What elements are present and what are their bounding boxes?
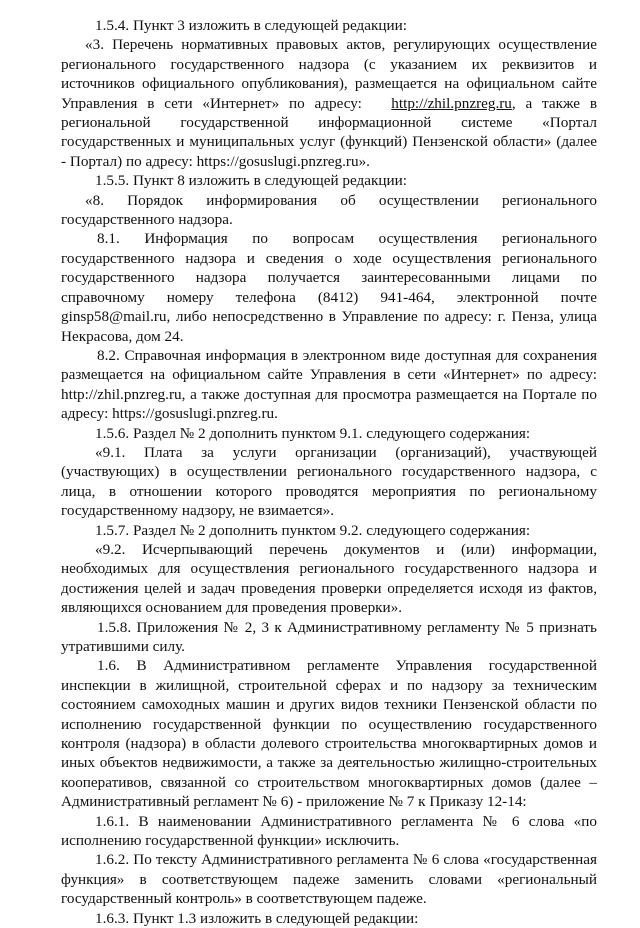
paragraph-1-6-3: 1.6.3. Пункт 1.3 изложить в следующей редакции:: [95, 909, 419, 927]
paragraph-1-6-1: 1.6.1. В наименовании Административного регламента № 6 слова «по исполнению государственной функции» исключить.: [61, 812, 597, 850]
paragraph-item-3-text: «3. Перечень нормативных правовых актов, регулирующих осуществление регионального государственного надзора (с указанием их реквизитов и источников официального опубликования), размещается на официальном сайте Управления в сети «Интернет» по адресу:: [61, 36, 597, 112]
paragraph-1-5-8: 1.5.8. Приложения № 2, 3 к Административному регламенту № 5 признать утратившими силу.: [61, 618, 597, 655]
paragraph-item-3: [61, 35, 597, 171]
paragraph-item-8-1: 8.1. Информация по вопросам осуществления регионального государственного надзора и сведения о ходе осуществления регионального государственного надзора получается заинтересованными лицами по справочному номеру телефона (8412) 941-464, электронной почте ginsp58@mail.ru, либо непосредственно в Управление по адресу: г. Пенза, улица Некрасова, дом 24.: [61, 230, 597, 345]
paragraph-1-5-7: 1.5.7. Раздел № 2 дополнить пунктом 9.2. следующего содержания:: [95, 521, 531, 539]
paragraph-1-6-2: 1.6.2. По тексту Административного регламента № 6 слова «государственная функция» в соответствующем падеже заменить словами «региональный государственный контроль» в соответствующем падеже.: [61, 851, 597, 908]
paragraph-item-3-tail: , а также в региональной государственной информационной системе «Портал государственных и муниципальных услуг (функций) Пензенской области» (далее - Портал) по адресу: https://gosuslugi.pnzreg.ru».: [61, 94, 598, 170]
paragraph-item-9-1: «9.1. Плата за услуги организации (организаций), участвующей (участвующих) в осуществлении регионального государственного надзора, с лица, в отношении которого проводятся мероприятия по региональному государственному надзору, не взимается».: [61, 443, 597, 520]
zhil-site-link[interactable]: http://zhil.pnzreg.ru: [391, 94, 512, 112]
paragraph-item-9-2: «9.2. Исчерпывающий перечень документов и (или) информации, необходимых для осуществления регионального государственного надзора и достижения целей и задач проведения проверки определяется исходя из фактов, являющихся основанием для проведения проверки».: [61, 540, 597, 617]
paragraph-item-8: «8. Порядок информирования об осуществлении регионального государственного надзора.: [61, 191, 597, 229]
document-page: [61, 16, 597, 928]
paragraph-1-5-6: 1.5.6. Раздел № 2 дополнить пунктом 9.1. следующего содержания:: [95, 424, 531, 442]
paragraph-item-8-2: 8.2. Справочная информация в электронном виде доступная для сохранения размещается на официальном сайте Управления в сети «Интернет» по адресу: http://zhil.pnzreg.ru, а также доступная для просмотра размещается на Портале по адресу: https://gosuslugi.pnzreg.ru.: [61, 346, 597, 423]
paragraph-1-5-4: 1.5.4. Пункт 3 изложить в следующей редакции:: [95, 17, 408, 34]
paragraph-1-5-5: 1.5.5. Пункт 8 изложить в следующей редакции:: [95, 172, 408, 190]
paragraph-1-6: 1.6. В Административном регламенте Управления государственной инспекции в жилищной, строительной сферах и по надзору за техническим состоянием самоходных машин и других видов техники Пензенской области по исполнению государственной функции по осуществлению государственного контроля (надзора) в области долевого строительства многоквартирных домов и иных объектов недвижимости, а также за деятельностью жилищно-строительных кооперативов, связанной со строительством многоквартирных домов (далее – Административный регламент № 6) - приложение № 7 к Приказу 12-14:: [61, 657, 597, 811]
